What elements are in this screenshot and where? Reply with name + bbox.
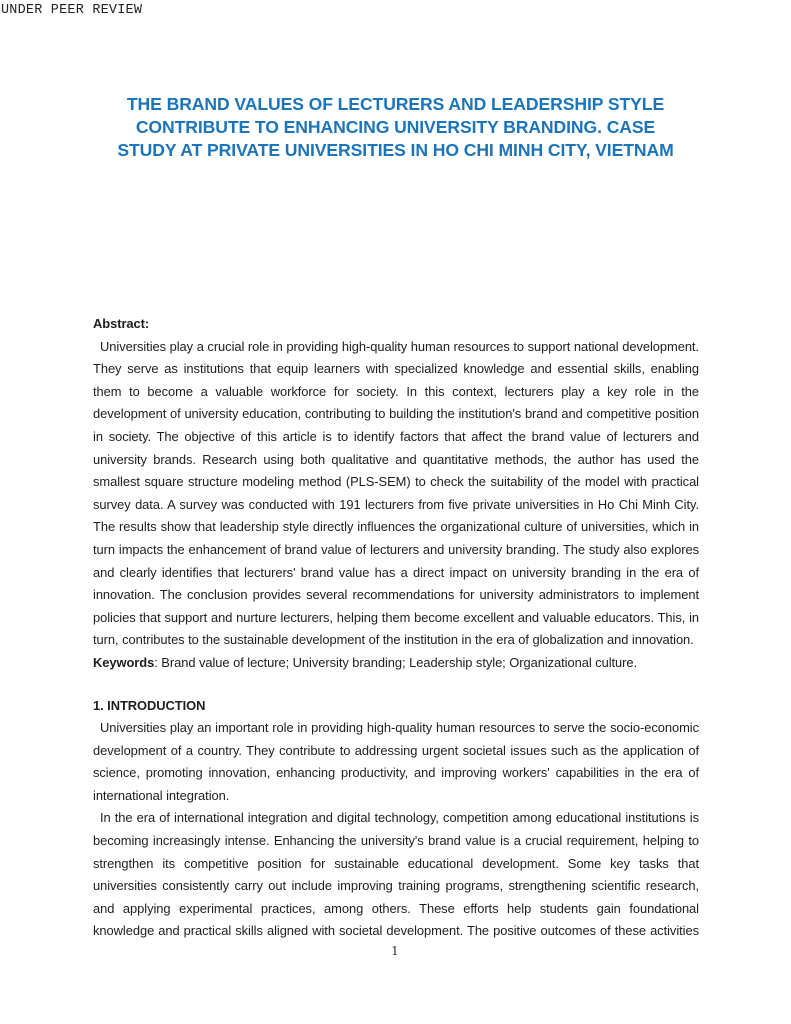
paper-title xyxy=(60,93,731,162)
title-line: STUDY AT PRIVATE UNIVERSITIES IN HO CHI MINH CITY, VIETNAM xyxy=(117,140,674,160)
keywords xyxy=(93,652,699,675)
introduction-paragraph: In the era of international integration and digital technology, competition among educational institutions is becoming increasingly intense. Enhancing the university's brand value is a crucial requirement, helping to strengthen its competitive position for sustainable educational development. Some key tasks that universities consistently carry out include improving training programs, strengthening scientific research, and applying experimental practices, among others. These efforts help students gain foundational knowledge and practical skills aligned with societal development. The positive outcomes of these activities xyxy=(93,810,699,939)
abstract-text: Universities play a crucial role in providing high-quality human resources to support national development. They serve as institutions that equip learners with specialized knowledge and essential skills, enabling them to become a valuable workforce for society. In this context, lecturers play a key role in the development of university education, contributing to building the institution's brand and competitive position in society. The objective of this article is to identify factors that affect the brand value of lecturers and university brands. Research using both qualitative and quantitative methods, the author has used the smallest square structure modeling method (PLS-SEM) to check the suitability of the model with practical survey data. A survey was conducted with 191 lecturers from five private universities in Ho Chi Minh City. The results show that leadership style directly influences the organizational culture of universities, which in turn impacts the enhancement of brand value of lecturers and university branding. The study also explores and clearly identifies that lecturers' brand value has a direct impact on university branding in the era of innovation. The conclusion provides several recommendations for university administrators to implement policies that support and nurture lecturers, helping them become excellent and valuable educators. This, in turn, contributes to the sustainable development of the institution in the era of globalization and innovation. xyxy=(93,338,699,648)
introduction-paragraph: Universities play an important role in providing high-quality human resources to serve the socio-economic development of a country. They contribute to addressing urgent societal issues such as the application of science, promoting innovation, enhancing productivity, and improving workers' capabilities in the era of international integration. xyxy=(93,720,699,803)
peer-review-stamp: UNDER PEER REVIEW xyxy=(1,3,143,18)
section-spacer xyxy=(93,675,699,695)
page-number: 1 xyxy=(391,944,399,958)
section-heading-introduction: 1. INTRODUCTION xyxy=(93,697,206,713)
keywords-text: Brand value of lecture; University branding; Leadership style; Organizational culture. xyxy=(161,654,638,670)
keywords-separator: : xyxy=(154,654,162,670)
title-line: CONTRIBUTE TO ENHANCING UNIVERSITY BRANDING. CASE xyxy=(135,117,656,137)
title-line: THE BRAND VALUES OF LECTURERS AND LEADERSHIP STYLE xyxy=(126,94,665,114)
paper-body xyxy=(93,313,699,943)
keywords-label: Keywords xyxy=(93,654,155,670)
abstract-heading: Abstract: xyxy=(93,316,150,331)
